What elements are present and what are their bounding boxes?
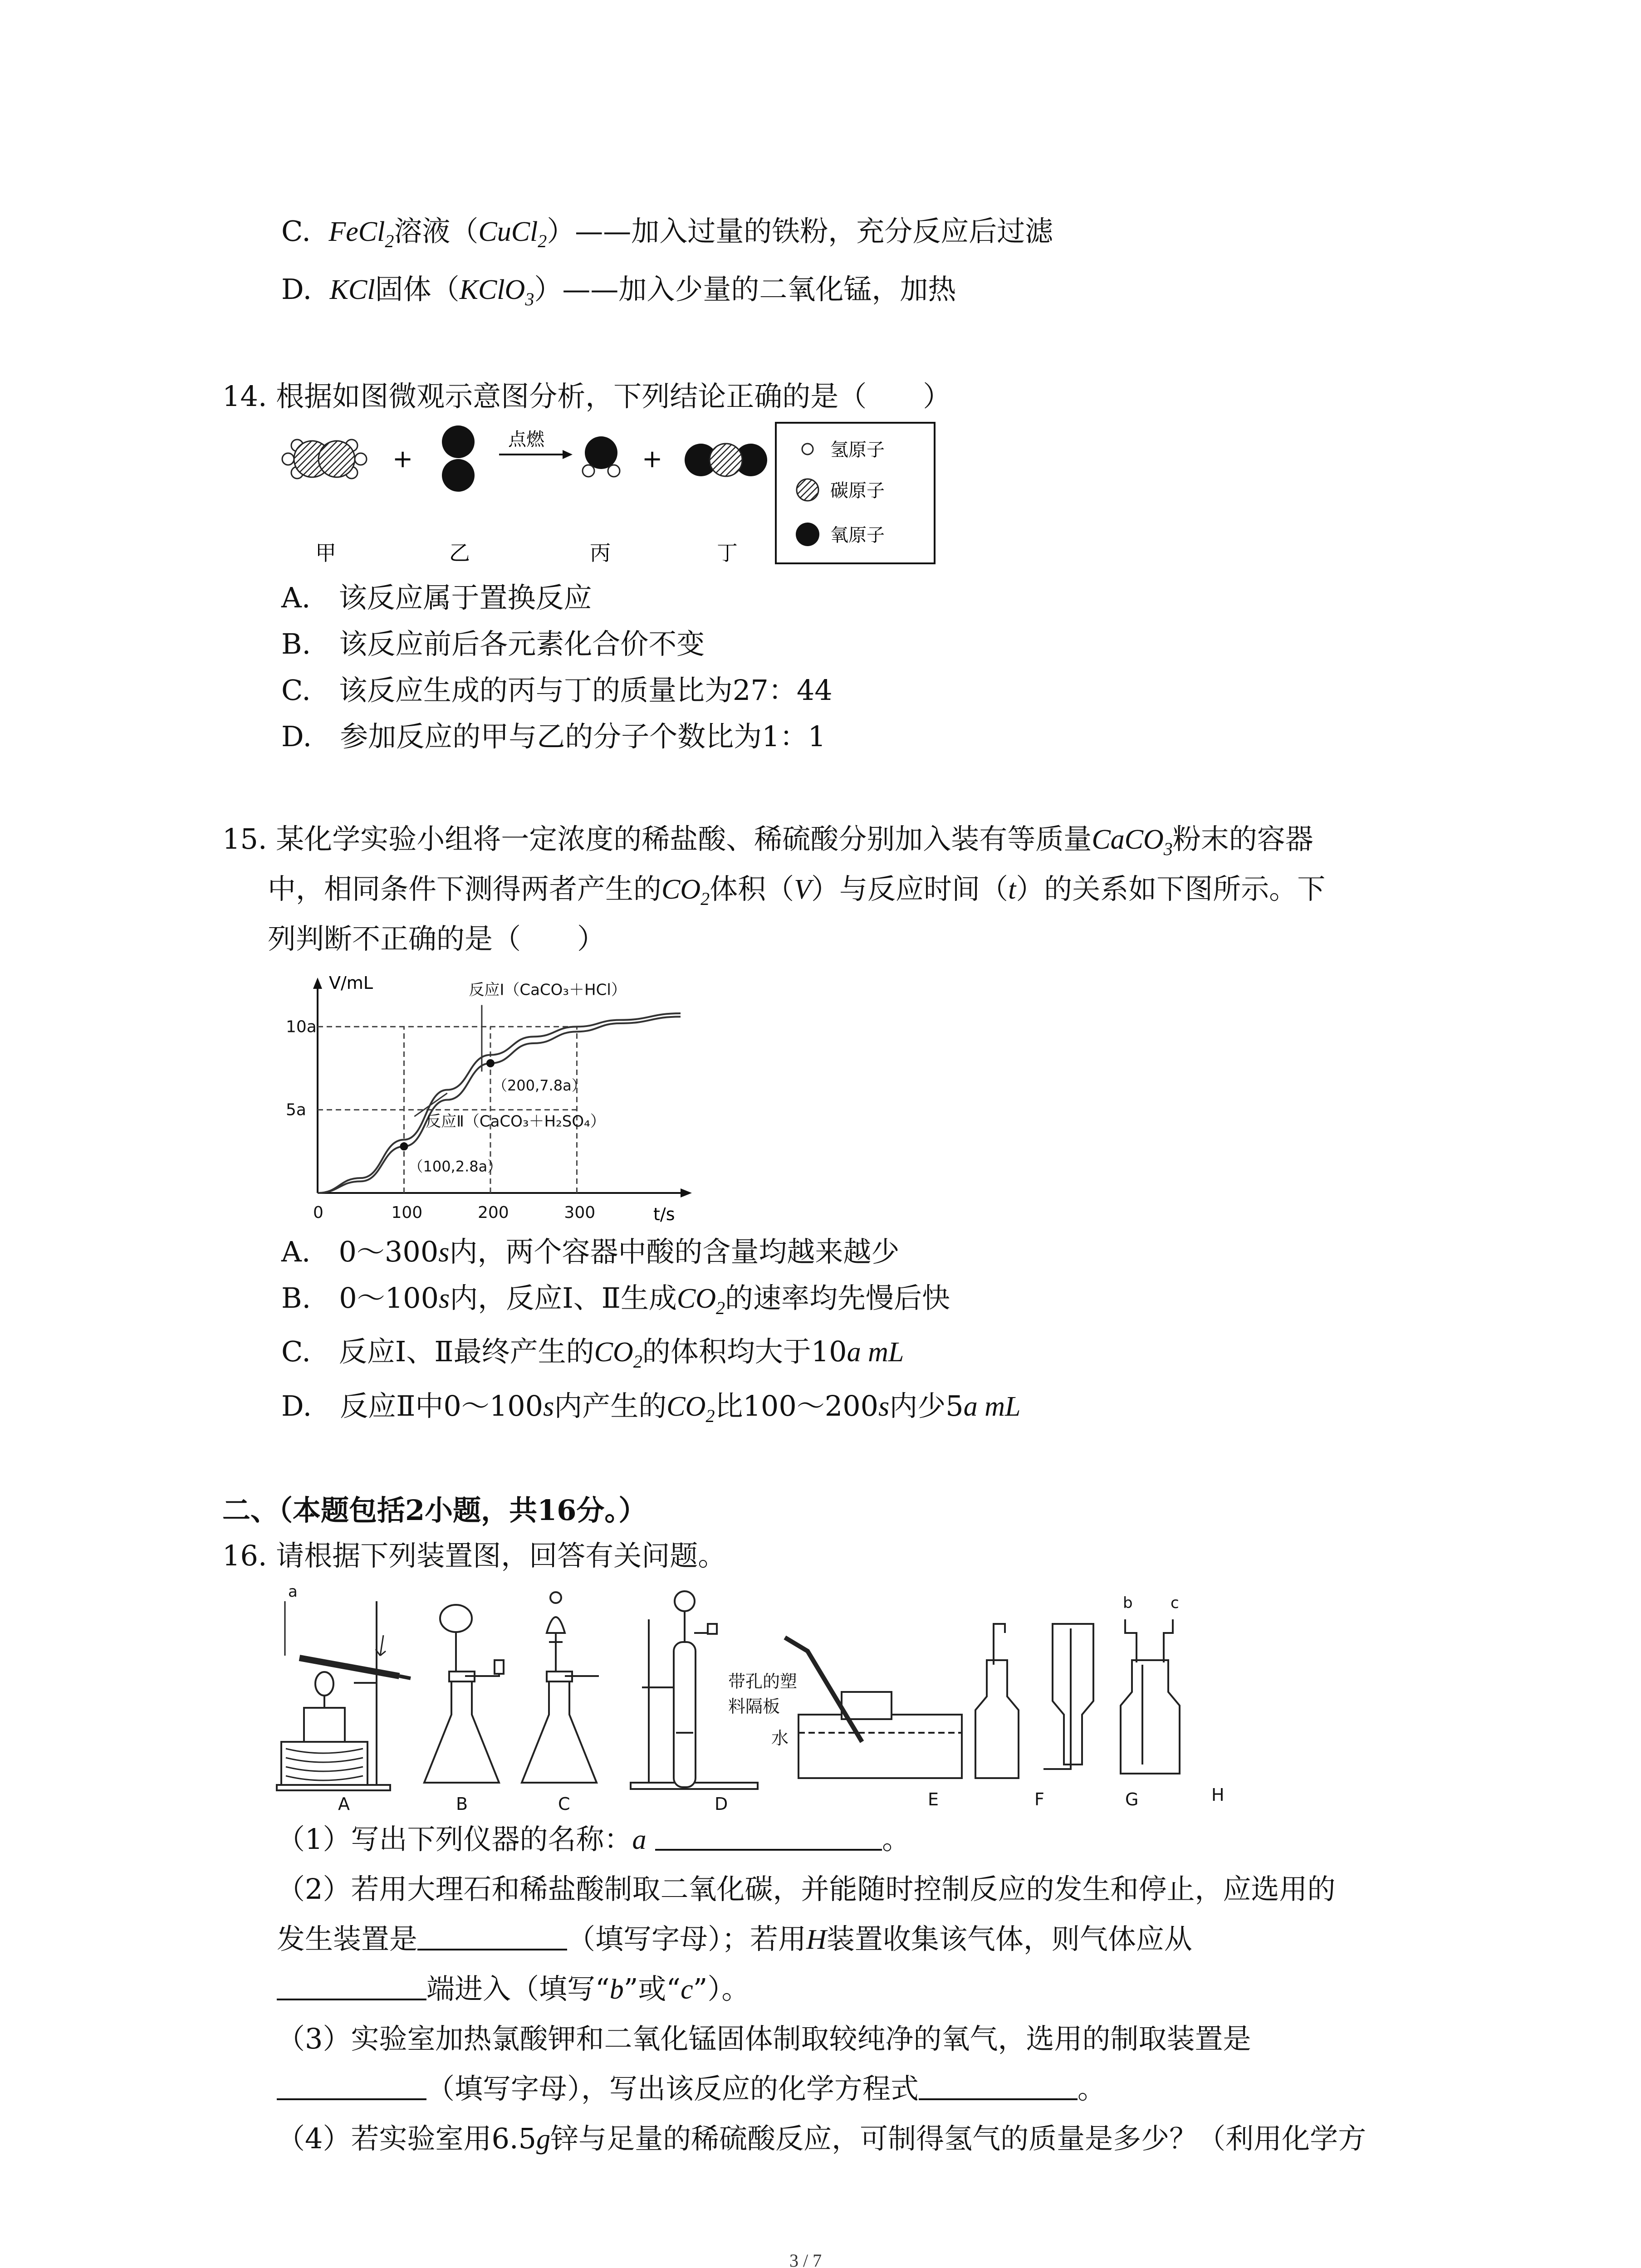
plus-1: +: [392, 445, 413, 473]
blank-equation[interactable]: [919, 2072, 1078, 2100]
label-board-1: 带孔的塑: [728, 1672, 798, 1691]
q14-stem: 14. 根据如图微观示意图分析，下列结论正确的是（ ）: [222, 380, 951, 413]
q14-molecule-figure: [272, 422, 944, 590]
label-board-2: 料隔板: [728, 1696, 780, 1716]
molecule-yi: [442, 425, 475, 492]
q16-apparatus-figure: [272, 1583, 1279, 1814]
apparatus-label-e: E: [928, 1789, 939, 1809]
molecule-bing: [583, 436, 620, 477]
apparatus-c: [522, 1592, 599, 1783]
q14-option-b: B. 该反应前后各元素化合价不变: [281, 627, 705, 660]
apparatus-label-b: B: [456, 1794, 468, 1814]
apparatus-label-d: D: [715, 1794, 728, 1814]
data-point: [486, 1059, 495, 1067]
data-point: [400, 1142, 408, 1150]
data-point-label: （200,7.8a）: [492, 1077, 586, 1094]
x-tick-label: 0: [313, 1203, 323, 1222]
blank-oxygen-apparatus[interactable]: [277, 2072, 426, 2100]
label-ding: 丁: [717, 541, 738, 565]
label-yi: 乙: [449, 541, 470, 565]
apparatus-f: [975, 1624, 1019, 1778]
q15-option-b: B. 0～100s内，反应Ⅰ、Ⅱ生成$CO_2$的速率均先慢后快: [281, 1281, 950, 1318]
reaction-ii-label: 反应Ⅱ（CaCO₃＋H₂SO₄）: [426, 1112, 606, 1131]
q16-part1: （1）写出下列仪器的名称：a 。: [277, 1823, 911, 1856]
q16-part3-line2: （填写字母），写出该反应的化学方程式 。: [277, 2071, 1106, 2107]
x-axis-label: t/s: [653, 1204, 675, 1224]
apparatus-e: [785, 1637, 962, 1778]
apparatus-label-c: C: [558, 1794, 570, 1814]
blank-generator[interactable]: [417, 1922, 567, 1950]
q16-part3-line1: （3）实验室加热氯酸钾和二氧化锰固体制取较纯净的氧气，选用的制取装置是: [277, 2022, 1251, 2055]
legend-carbon: 碳原子: [830, 480, 885, 501]
label-water: 水: [771, 1728, 789, 1748]
q15-option-c: C. 反应Ⅰ、Ⅱ最终产生的$CO_2$的体积均大于10a mL: [281, 1335, 904, 1372]
label-jia: 甲: [315, 541, 336, 565]
molecule-jia: [282, 440, 367, 479]
q13-option-d: D. KCl固体（KClO$_3$）——加入少量的二氧化锰，加热: [281, 273, 956, 309]
molecule-ding: [685, 444, 767, 476]
q15-option-d: D. 反应Ⅱ中0～100s内产生的$CO_2$比100～200s内少5a mL: [281, 1389, 1021, 1426]
y-axis-label: V/mL: [329, 975, 373, 993]
apparatus-label-h: H: [1211, 1785, 1225, 1805]
label-bing: 丙: [590, 541, 611, 565]
q14-option-c: C. 该反应生成的丙与丁的质量比为27：44: [281, 674, 833, 707]
q14-option-a: A. 该反应属于置换反应: [281, 581, 592, 614]
page-number: 3 / 7: [789, 2250, 822, 2268]
x-tick-label: 300: [564, 1203, 596, 1222]
arrow-label-ignite: 点燃: [508, 429, 544, 450]
reaction-i-label: 反应Ⅰ（CaCO₃＋HCl）: [469, 981, 627, 999]
y-tick-label: 10a: [286, 1017, 317, 1036]
label-c: c: [1171, 1594, 1179, 1612]
q14-option-d: D. 参加反应的甲与乙的分子个数比为1：1: [281, 720, 826, 753]
apparatus-label-f: F: [1034, 1789, 1044, 1809]
q16-part4: （4）若实验室用6.5g锌与足量的稀硫酸反应，可制得氢气的质量是多少？（利用化学方: [277, 2122, 1367, 2155]
apparatus-g: [1043, 1624, 1093, 1769]
apparatus-h: [1121, 1619, 1180, 1774]
atom-legend: [776, 423, 935, 563]
label-a: a: [288, 1583, 298, 1601]
plus-2: +: [642, 445, 663, 473]
apparatus-label-g: G: [1125, 1789, 1139, 1809]
data-point-label: （100,2.8a）: [408, 1158, 502, 1175]
q16-part2-line3: 端进入（填写“b”或“c”）。: [277, 1971, 749, 2008]
q16-stem: 16. 请根据下列装置图，回答有关问题。: [222, 1539, 726, 1572]
legend-oxygen: 氧原子: [830, 525, 885, 546]
q15-stem-line2: 中，相同条件下测得两者产生的$CO_2$体积（V）与反应时间（t）的关系如下图所示。下: [268, 872, 1326, 909]
y-axis-arrow: [313, 978, 322, 989]
q16-part2-line1: （2）若用大理石和稀盐酸制取二氧化碳，并能随时控制反应的发生和停止，应选用的: [277, 1872, 1336, 1906]
q15-chart: [272, 975, 726, 1229]
apparatus-a: [277, 1601, 411, 1790]
q15-stem-line1: 15. 某化学实验小组将一定浓度的稀盐酸、稀硫酸分别加入装有等质量CaCO$_3$粉末的容器: [222, 822, 1313, 859]
x-tick-label: 200: [477, 1203, 509, 1222]
section-2-heading: 二、（本题包括2小题，共16分。）: [222, 1494, 647, 1527]
blank-gas-inlet[interactable]: [277, 1972, 426, 2000]
q15-stem-line3: 列判断不正确的是（ ）: [268, 922, 606, 955]
apparatus-b: [424, 1605, 504, 1783]
blank-instrument-a[interactable]: [655, 1823, 882, 1851]
q15-option-a: A. 0～300s内，两个容器中酸的含量均越来越少: [281, 1235, 900, 1268]
legend-hydrogen: 氢原子: [830, 440, 885, 460]
apparatus-label-a: A: [338, 1794, 350, 1814]
q16-part2-line2: 发生装置是 （填写字母）；若用H装置收集该气体，则气体应从: [277, 1922, 1192, 1955]
x-tick-label: 100: [391, 1203, 423, 1222]
y-tick-label: 5a: [286, 1100, 306, 1119]
label-b: b: [1123, 1594, 1133, 1612]
x-axis-arrow: [681, 1188, 692, 1198]
q13-option-c: C. FeCl$_2$溶液（CuCl$_2$）——加入过量的铁粉，充分反应后过滤: [281, 215, 1053, 251]
